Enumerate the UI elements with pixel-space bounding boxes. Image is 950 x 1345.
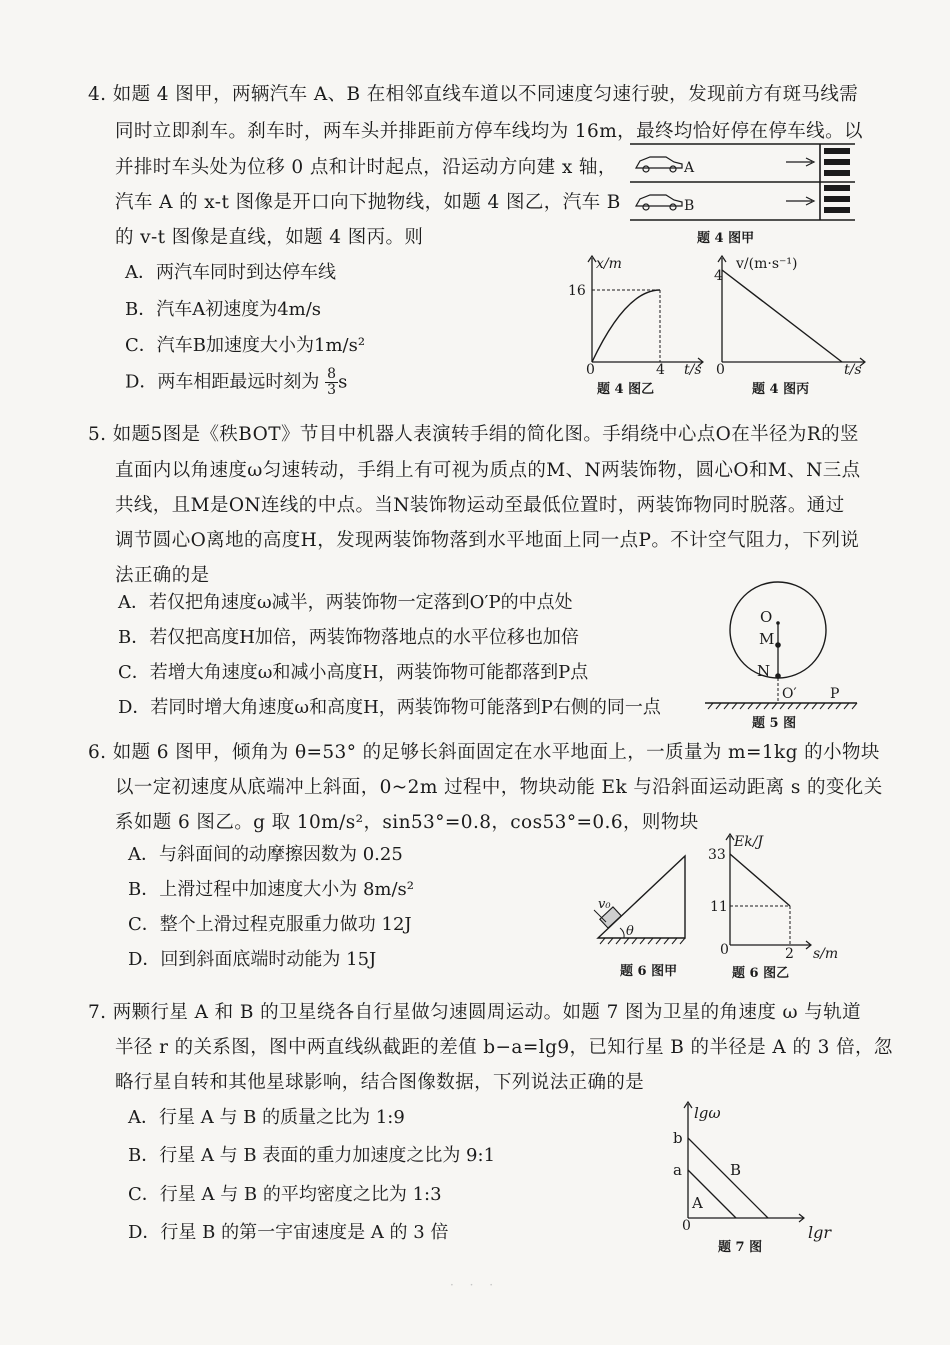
q4-figure-a-caption: 题 4 图甲 [697, 231, 755, 246]
q6-label-theta: θ [626, 924, 634, 939]
v-t-line [722, 270, 842, 362]
q6-figure-a [590, 848, 700, 948]
car-a-label: A [684, 160, 695, 176]
page-footer-mark: · · · [450, 1278, 500, 1292]
q7-line-1: 7. 两颗行星 A 和 B 的卫星绕各自行星做匀速圆周运动。如题 7 图为卫星的角速度 ω 与轨道 [88, 1002, 861, 1023]
q7-option-d: D．行星 B 的第一宇宙速度是 A 的 3 倍 [128, 1222, 449, 1243]
fraction-unit: s [338, 371, 348, 393]
zebra-crossing [824, 148, 850, 213]
car-b-icon [636, 195, 682, 210]
q5-figure [700, 575, 860, 715]
q4b-xlabel: t/s [684, 362, 702, 378]
q7-label-a: a [673, 1161, 682, 1179]
q6b-origin: 0 [720, 942, 729, 958]
q6-line-2: 以一定初速度从底端冲上斜面，0~2m 过程中，物块动能 Ek 与沿斜面运动距离 s 的变化关 [115, 777, 883, 798]
q4-figure-b-caption: 题 4 图乙 [597, 382, 655, 397]
q7-line-2: 半径 r 的关系图，图中两直线纵截距的差值 b−a=lg9，已知行星 B 的半径是 A 的 3 倍，忽 [115, 1037, 893, 1058]
q5-option-d: D．若同时增大角速度ω和高度H，两装饰物可能落到P右侧的同一点 [118, 697, 661, 718]
car-b-label: B [684, 198, 695, 214]
fraction-numerator: 8 [327, 366, 337, 382]
q4b-ylabel: x/m [596, 256, 622, 272]
q6b-xtick: 2 [785, 946, 794, 962]
q4-line-4: 汽车 A 的 x-t 图像是开口向下抛物线，如题 4 图乙，汽车 B [115, 192, 621, 213]
q5-line-4: 调节圆心O离地的高度H，发现两装饰物落到水平地面上同一点P。不计空气阻力，下列说 [115, 530, 860, 551]
ground-hatch [600, 938, 685, 944]
q4b-xtick: 4 [656, 362, 665, 378]
q4c-xlabel: t/s [844, 362, 862, 378]
q4b-origin: 0 [586, 362, 595, 378]
q4-option-c: C．汽车B加速度大小为1m/s² [125, 335, 366, 356]
q4-line-1: 4. 如题 4 图甲，两辆汽车 A、B 在相邻直线车道以不同速度匀速行驶，发现前方有斑马线需 [88, 84, 859, 105]
q6-figure-b [700, 830, 850, 960]
q4-option-d [125, 367, 347, 398]
q4c-ytick: 4 [714, 268, 723, 284]
q6-line-1: 6. 如题 6 图甲，倾角为 θ=53° 的足够长斜面固定在水平地面上，一质量为 m=1kg 的小物块 [88, 742, 880, 763]
q4-figure-c-caption: 题 4 图丙 [752, 382, 810, 397]
ek-s-line [730, 854, 790, 906]
q7-ylabel: lgω [694, 1104, 721, 1122]
q4-option-d-text: D．两车相距最远时刻为 [125, 371, 320, 393]
q5-option-c: C．若增大角速度ω和减小高度H，两装饰物可能都落到P点 [118, 662, 589, 683]
q5-label-p: P [830, 686, 840, 702]
q4-figure-b [560, 250, 710, 378]
q5-figure-caption: 题 5 图 [752, 716, 797, 731]
q6-option-a: A．与斜面间的动摩擦因数为 0.25 [128, 844, 403, 865]
q6-option-d: D．回到斜面底端时动能为 15J [128, 949, 377, 970]
q6-figure-a-caption: 题 6 图甲 [620, 964, 678, 979]
q5-label-n: N [757, 662, 771, 680]
q7-label-b: b [673, 1129, 683, 1147]
q6b-xlabel: s/m [813, 946, 839, 962]
arrow-right-icon [786, 197, 814, 205]
q4-figure-c [712, 250, 872, 378]
q6-line-3: 系如题 6 图乙。g 取 10m/s²，sin53°=0.8，cos53°=0.6，则物块 [115, 812, 699, 833]
q5-label-o-prime: O′ [782, 686, 797, 702]
q7-line-b-label: B [730, 1161, 742, 1179]
q7-figure [668, 1098, 848, 1248]
q4-option-d-fraction [325, 367, 338, 398]
q5-line-5: 法正确的是 [115, 565, 210, 586]
q4c-ylabel: v/(m·s⁻¹) [736, 256, 798, 272]
q7-option-c: C．行星 A 与 B 的平均密度之比为 1:3 [128, 1184, 442, 1205]
q5-label-m: M [759, 630, 775, 648]
q6b-ytick-11: 11 [710, 899, 728, 915]
q4b-ytick: 16 [568, 283, 586, 299]
q7-xlabel: lgr [808, 1223, 832, 1242]
q6-option-b: B．上滑过程中加速度大小为 8m/s² [128, 879, 414, 900]
arrow-right-icon [786, 158, 814, 166]
q6b-ytick-33: 33 [708, 847, 726, 863]
ground-hatch [708, 703, 857, 709]
q5-label-o: O [760, 608, 773, 626]
q7-figure-caption: 题 7 图 [718, 1240, 763, 1255]
q6-option-c: C．整个上滑过程克服重力做功 12J [128, 914, 412, 935]
fraction-denominator: 3 [327, 382, 337, 398]
q4-line-5: 的 v-t 图像是直线，如题 4 图丙。则 [115, 227, 424, 248]
q5-line-3: 共线，且M是ON连线的中点。当N装饰物运动至最低位置时，两装饰物同时脱落。通过 [115, 495, 845, 516]
q5-option-b: B．若仅把高度H加倍，两装饰物落地点的水平位移也加倍 [118, 627, 579, 648]
q7-origin: 0 [682, 1218, 691, 1234]
q4-line-3: 并排时车头处为位移 0 点和计时起点，沿运动方向建 x 轴， [115, 157, 617, 178]
x-t-parabola [592, 290, 660, 362]
q5-line-1: 5. 如题5图是《秩BOT》节目中机器人表演转手绢的简化图。手绢绕中心点O在半径为R的竖 [88, 424, 859, 445]
q4-option-b: B．汽车A初速度为4m/s [125, 299, 322, 320]
q7-option-b: B．行星 A 与 B 表面的重力加速度之比为 9:1 [128, 1145, 496, 1166]
q4-figure-a [630, 140, 860, 225]
q5-line-2: 直面内以角速度ω匀速转动，手绢上有可视为质点的M、N两装饰物，圆心O和M、N三点 [115, 460, 861, 481]
q5-option-a: A．若仅把角速度ω减半，两装饰物一定落到O′P的中点处 [118, 592, 573, 613]
q7-line-3: 略行星自转和其他星球影响，结合图像数据，下列说法正确的是 [115, 1072, 645, 1093]
q6-label-v0: v₀ [598, 897, 611, 912]
q7-option-a: A．行星 A 与 B 的质量之比为 1:9 [128, 1107, 405, 1128]
q7-line-a-label: A [692, 1194, 703, 1212]
q4c-origin: 0 [716, 362, 725, 378]
q6-figure-b-caption: 题 6 图乙 [732, 966, 790, 981]
q6b-ylabel: Ek/J [734, 834, 764, 850]
q4-line-2: 同时立即刹车。刹车时，两车头并排距前方停车线均为 16m，最终均恰好停在停车线。以 [115, 121, 863, 142]
car-a-icon [636, 157, 682, 172]
q4-option-a: A．两汽车同时到达停车线 [125, 262, 336, 283]
